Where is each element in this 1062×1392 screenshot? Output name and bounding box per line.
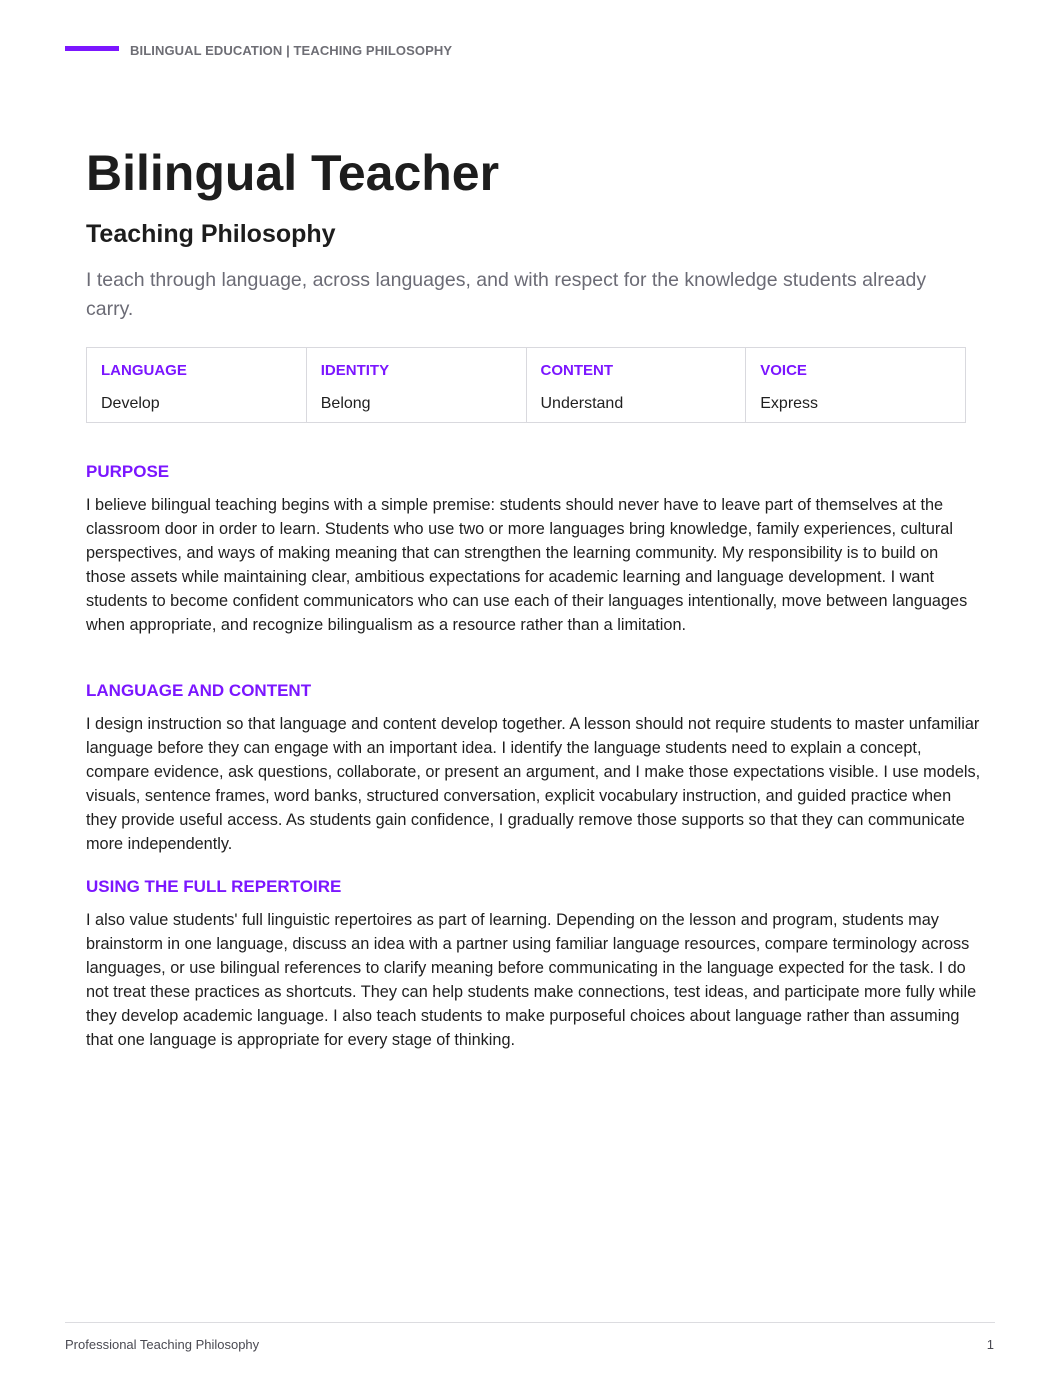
- pillar-voice: [746, 348, 965, 422]
- footer-title: Professional Teaching Philosophy: [65, 1337, 260, 1352]
- pillar-value: Develop: [101, 395, 160, 412]
- pillar-label: LANGUAGE: [101, 362, 187, 379]
- page-number: 1: [986, 1337, 994, 1352]
- section-body: I also value students' full linguistic repertoires as part of learning. Depending on the lesson and program, students may brainstorm in one language, discuss an idea with a partner using familiar language resources, compare terminology across languages, or use bilingual references to clarify meaning before communicating in the language expected for the task. I do not treat these practices as shortcuts. They can help students make connections, test ideas, and participate more fully while they develop academic language. I also teach students to make purposeful choices about language rather than assuming that one language is appropriate for every stage of thinking.: [86, 911, 977, 1049]
- pillar-identity: [307, 348, 527, 422]
- document-subtitle: Teaching Philosophy: [86, 220, 336, 248]
- header-accent-bar: [65, 46, 119, 51]
- header-label: BILINGUAL EDUCATION | TEACHING PHILOSOPHY: [130, 43, 453, 58]
- intro-statement: I teach through language, across languages, and with respect for the knowledge students already carry.: [86, 269, 927, 320]
- section-body: I design instruction so that language and content develop together. A lesson should not require students to master unfamiliar language before they can engage with an important idea. I identify the language students need to explain a concept, compare evidence, ask questions, collaborate, or present an argument, and I make those expectations visible. I use models, visuals, sentence frames, word banks, structured conversation, explicit vocabulary instruction, and guided practice when they provide useful access. As students gain confidence, I gradually remove those supports so that they can communicate more independently.: [86, 715, 981, 853]
- section-heading: PURPOSE: [86, 462, 170, 481]
- section-purpose: [86, 462, 981, 637]
- pillar-label: VOICE: [760, 362, 807, 379]
- pillar-label: CONTENT: [540, 362, 613, 379]
- pillar-value: Belong: [320, 395, 371, 412]
- section-heading: USING THE FULL REPERTOIRE: [86, 877, 342, 896]
- section-language-and-content: [86, 681, 981, 856]
- pillar-language: [87, 348, 307, 422]
- pillar-value: Understand: [540, 395, 624, 412]
- section-heading: LANGUAGE AND CONTENT: [86, 681, 312, 700]
- section-body: I believe bilingual teaching begins with a simple premise: students should never have to leave part of themselves at the classroom door in order to learn. Students who use two or more languages bring knowledge, family experiences, cultural perspectives, and ways of making meaning that can strengthen the learning community. My responsibility is to build on those assets while maintaining clear, ambitious expectations for academic learning and language development. I want students to become confident communicators who can use each of their languages intentionally, move between languages when appropriate, and recognize bilingualism as a resource rather than a limitation.: [86, 496, 968, 634]
- pillar-content: [527, 348, 747, 422]
- section-full-repertoire: [86, 877, 981, 1052]
- pillar-label: IDENTITY: [320, 362, 390, 379]
- footer-divider: [65, 1322, 995, 1323]
- pillar-value: Express: [760, 395, 819, 412]
- document-title: Bilingual Teacher: [86, 145, 500, 201]
- pillars-table: [86, 347, 966, 423]
